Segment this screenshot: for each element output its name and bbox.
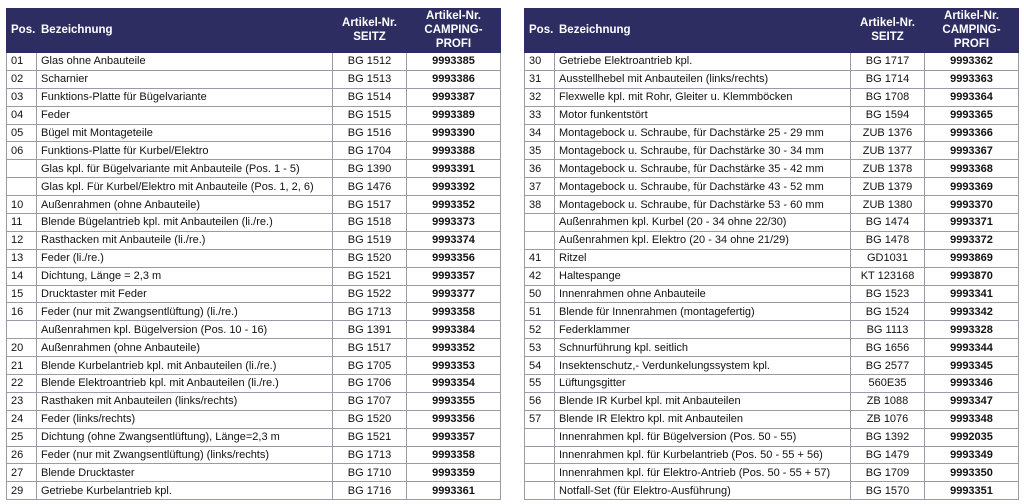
cell-pos [525,446,555,464]
cell-artikel-cp: 9993342 [925,303,1019,321]
table-row [7,267,501,285]
cell-artikel-cp: 9993341 [925,285,1019,303]
table-row [525,52,1019,70]
cell-bezeichnung: Ritzel [555,249,851,267]
cell-artikel-cp: 9993365 [925,106,1019,124]
cell-bezeichnung: Außenrahmen kpl. Kurbel (20 - 34 ohne 22/30) [555,214,851,232]
table-row [525,285,1019,303]
table-row [7,231,501,249]
cell-artikel-cp: 9993384 [407,321,501,339]
cell-pos: 15 [7,285,37,303]
cell-artikel-cp: 9993346 [925,375,1019,393]
cell-bezeichnung: Dichtung, Länge = 2,3 m [37,267,333,285]
cell-pos: 12 [7,231,37,249]
cell-bezeichnung: Ausstellhebel mit Anbauteilen (links/rechts) [555,70,851,88]
cell-artikel-seitz: BG 1513 [333,70,407,88]
cell-bezeichnung: Blende Kurbelantrieb kpl. mit Anbauteilen (li./re.) [37,357,333,375]
cell-bezeichnung: Montagebock u. Schraube, für Dachstärke 53 - 60 mm [555,196,851,214]
cell-artikel-cp: 9993355 [407,392,501,410]
cell-bezeichnung: Blende Elektroantrieb kpl. mit Anbauteilen (li./re.) [37,375,333,393]
cell-pos: 24 [7,410,37,428]
cell-artikel-seitz: BG 1517 [333,196,407,214]
cell-bezeichnung: Scharnier [37,70,333,88]
cell-artikel-seitz: BG 1713 [333,303,407,321]
cell-bezeichnung: Blende Bügelantrieb kpl. mit Anbauteilen (li./re.) [37,214,333,232]
cell-artikel-seitz: BG 1519 [333,231,407,249]
cell-pos: 52 [525,321,555,339]
cell-pos: 25 [7,428,37,446]
table-header-row [525,9,1019,53]
header-cp-line1: Artikel-Nr. [944,10,999,22]
cell-artikel-seitz: BG 1391 [333,321,407,339]
cell-bezeichnung: Feder (nur mit Zwangsentlüftung) (li./re.) [37,303,333,321]
cell-pos [525,464,555,482]
cell-bezeichnung: Schnurführung kpl. seitlich [555,339,851,357]
cell-artikel-cp: 9993356 [407,249,501,267]
table-row [525,88,1019,106]
cell-pos: 21 [7,357,37,375]
cell-artikel-cp: 9993869 [925,249,1019,267]
cell-bezeichnung: Blende IR Kurbel kpl. mit Anbauteilen [555,392,851,410]
cell-artikel-cp: 9993387 [407,88,501,106]
cell-artikel-seitz: BG 1594 [851,106,925,124]
table-row [7,392,501,410]
cell-artikel-seitz: ZUB 1377 [851,142,925,160]
cell-bezeichnung: Lüftungsgitter [555,375,851,393]
cell-artikel-cp: 9993345 [925,357,1019,375]
cell-bezeichnung: Getriebe Kurbelantrieb kpl. [37,482,333,500]
cell-pos: 37 [525,178,555,196]
header-cp-line1: Artikel-Nr. [426,10,481,22]
cell-artikel-seitz: BG 1520 [333,249,407,267]
cell-artikel-seitz: BG 1704 [333,142,407,160]
cell-pos: 23 [7,392,37,410]
table-row [525,482,1019,500]
cell-bezeichnung: Montagebock u. Schraube, für Dachstärke 43 - 52 mm [555,178,851,196]
cell-pos: 26 [7,446,37,464]
cell-artikel-seitz: ZUB 1380 [851,196,925,214]
cell-artikel-cp: 9993369 [925,178,1019,196]
cell-pos: 51 [525,303,555,321]
cell-pos: 10 [7,196,37,214]
parts-table-left [6,8,501,500]
cell-artikel-cp: 9993374 [407,231,501,249]
cell-pos: 56 [525,392,555,410]
cell-artikel-seitz: BG 1709 [851,464,925,482]
table-row [525,410,1019,428]
cell-artikel-cp: 9993385 [407,52,501,70]
cell-artikel-cp: 9993357 [407,428,501,446]
cell-pos [7,160,37,178]
cell-artikel-seitz: BG 1474 [851,214,925,232]
table-row [7,303,501,321]
cell-bezeichnung: Blende IR Elektro kpl. mit Anbauteilen [555,410,851,428]
cell-artikel-seitz: BG 1390 [333,160,407,178]
cell-pos: 31 [525,70,555,88]
cell-bezeichnung: Außenrahmen (ohne Anbauteile) [37,339,333,357]
table-row [7,375,501,393]
header-artikel-line2: SEITZ [871,31,904,43]
header-bezeichnung: Bezeichnung [555,9,851,53]
cell-bezeichnung: Motor funkentstört [555,106,851,124]
header-artikel-line1: Artikel-Nr. [860,17,915,29]
cell-artikel-seitz: BG 1476 [333,178,407,196]
cell-artikel-seitz: BG 1392 [851,428,925,446]
cell-pos: 50 [525,285,555,303]
cell-artikel-cp: 9993359 [407,464,501,482]
table-row [525,339,1019,357]
cell-artikel-cp: 9993366 [925,124,1019,142]
cell-bezeichnung: Innenrahmen kpl. für Elektro-Antrieb (Pos. 50 - 55 + 57) [555,464,851,482]
table-row [525,267,1019,285]
cell-artikel-cp: 9993373 [407,214,501,232]
table-row [7,214,501,232]
cell-artikel-seitz: BG 1518 [333,214,407,232]
cell-artikel-seitz: BG 1706 [333,375,407,393]
cell-pos [525,482,555,500]
cell-pos: 53 [525,339,555,357]
table-row [525,178,1019,196]
table-row [525,124,1019,142]
cell-artikel-seitz: KT 123168 [851,267,925,285]
cell-bezeichnung: Getriebe Elektroantrieb kpl. [555,52,851,70]
cell-artikel-cp: 9993362 [925,52,1019,70]
cell-pos: 35 [525,142,555,160]
header-cp-line2: CAMPING-PROFI [942,24,1001,50]
cell-artikel-cp: 9993392 [407,178,501,196]
cell-artikel-seitz: BG 1520 [333,410,407,428]
table-row [525,392,1019,410]
cell-artikel-seitz: BG 1708 [851,88,925,106]
cell-artikel-seitz: BG 1523 [851,285,925,303]
cell-artikel-seitz: BG 1656 [851,339,925,357]
cell-bezeichnung: Außenrahmen kpl. Elektro (20 - 34 ohne 21/29) [555,231,851,249]
cell-bezeichnung: Funktions-Platte für Bügelvariante [37,88,333,106]
table-row [7,285,501,303]
cell-artikel-seitz: BG 1522 [333,285,407,303]
cell-bezeichnung: Innenrahmen kpl. für Bügelversion (Pos. 50 - 55) [555,428,851,446]
cell-bezeichnung: Bügel mit Montageteile [37,124,333,142]
cell-artikel-seitz: BG 1707 [333,392,407,410]
header-artikel-line1: Artikel-Nr. [342,17,397,29]
cell-artikel-cp: 9993368 [925,160,1019,178]
table-row [525,303,1019,321]
table-row [7,249,501,267]
cell-artikel-cp: 9993391 [407,160,501,178]
table-row [7,178,501,196]
cell-pos: 14 [7,267,37,285]
cell-pos: 06 [7,142,37,160]
cell-artikel-cp: 9993358 [407,303,501,321]
cell-artikel-cp: 9993351 [925,482,1019,500]
cell-artikel-cp: 9993388 [407,142,501,160]
cell-bezeichnung: Funktions-Platte für Kurbel/Elektro [37,142,333,160]
cell-artikel-cp: 9993352 [407,339,501,357]
header-artikel-seitz [851,9,925,53]
cell-pos: 05 [7,124,37,142]
cell-pos: 41 [525,249,555,267]
cell-artikel-seitz: BG 1570 [851,482,925,500]
table-row [7,446,501,464]
cell-artikel-cp: 9993389 [407,106,501,124]
cell-bezeichnung: Dichtung (ohne Zwangsentlüftung), Länge=2,3 m [37,428,333,446]
table-row [7,52,501,70]
cell-pos: 36 [525,160,555,178]
header-artikel-line2: SEITZ [353,31,386,43]
table-row [525,160,1019,178]
table-row [525,142,1019,160]
cell-artikel-cp: 9993370 [925,196,1019,214]
cell-pos: 16 [7,303,37,321]
cell-bezeichnung: Blende für Innenrahmen (montagefertig) [555,303,851,321]
cell-artikel-cp: 9993350 [925,464,1019,482]
cell-pos [525,231,555,249]
cell-pos [7,178,37,196]
cell-bezeichnung: Montagebock u. Schraube, für Dachstärke 35 - 42 mm [555,160,851,178]
cell-artikel-seitz: 560E35 [851,375,925,393]
table-row [7,88,501,106]
table-row [525,231,1019,249]
cell-bezeichnung: Rasthaken mit Anbauteilen (links/rechts) [37,392,333,410]
header-pos: Pos. [525,9,555,53]
cell-artikel-seitz: ZB 1076 [851,410,925,428]
cell-artikel-seitz: BG 1516 [333,124,407,142]
cell-artikel-seitz: BG 1515 [333,106,407,124]
cell-pos: 33 [525,106,555,124]
cell-pos: 27 [7,464,37,482]
cell-bezeichnung: Insektenschutz,- Verdunkelungssystem kpl. [555,357,851,375]
cell-artikel-cp: 9993363 [925,70,1019,88]
cell-pos: 04 [7,106,37,124]
cell-bezeichnung: Montagebock u. Schraube, für Dachstärke 25 - 29 mm [555,124,851,142]
cell-artikel-seitz: GD1031 [851,249,925,267]
cell-artikel-seitz: BG 1705 [333,357,407,375]
cell-artikel-seitz: BG 1514 [333,88,407,106]
cell-artikel-cp: 9993348 [925,410,1019,428]
table-row [7,196,501,214]
header-artikel-cp [925,9,1019,53]
cell-bezeichnung: Innenrahmen kpl. für Kurbelantrieb (Pos. 50 - 55 + 56) [555,446,851,464]
header-pos: Pos. [7,9,37,53]
table-row [7,410,501,428]
table-header-row [7,9,501,53]
cell-artikel-cp: 9993328 [925,321,1019,339]
cell-artikel-cp: 9993367 [925,142,1019,160]
cell-artikel-cp: 9993364 [925,88,1019,106]
cell-bezeichnung: Glas kpl. Für Kurbel/Elektro mit Anbauteile (Pos. 1, 2, 6) [37,178,333,196]
cell-bezeichnung: Feder [37,106,333,124]
cell-pos: 57 [525,410,555,428]
cell-pos: 38 [525,196,555,214]
table-row [7,464,501,482]
cell-bezeichnung: Flexwelle kpl. mit Rohr, Gleiter u. Klemmböcken [555,88,851,106]
cell-artikel-cp: 9993344 [925,339,1019,357]
cell-artikel-seitz: BG 1521 [333,428,407,446]
cell-artikel-seitz: ZUB 1379 [851,178,925,196]
cell-pos: 13 [7,249,37,267]
cell-bezeichnung: Glas kpl. für Bügelvariante mit Anbauteile (Pos. 1 - 5) [37,160,333,178]
cell-artikel-seitz: ZUB 1376 [851,124,925,142]
parts-table-right [524,8,1019,500]
cell-artikel-cp: 9993352 [407,196,501,214]
table-row [525,446,1019,464]
cell-bezeichnung: Montagebock u. Schraube, für Dachstärke 30 - 34 mm [555,142,851,160]
cell-artikel-cp: 9993347 [925,392,1019,410]
cell-artikel-seitz: ZB 1088 [851,392,925,410]
cell-artikel-seitz: BG 1479 [851,446,925,464]
cell-bezeichnung: Außenrahmen kpl. Bügelversion (Pos. 10 - 16) [37,321,333,339]
table-row [525,321,1019,339]
cell-artikel-cp: 9993357 [407,267,501,285]
cell-artikel-cp: 9993353 [407,357,501,375]
cell-pos: 01 [7,52,37,70]
cell-artikel-seitz: BG 1710 [333,464,407,482]
cell-artikel-seitz: BG 1713 [333,446,407,464]
cell-artikel-cp: 9993390 [407,124,501,142]
cell-artikel-seitz: BG 1512 [333,52,407,70]
cell-bezeichnung: Federklammer [555,321,851,339]
table-row [525,428,1019,446]
table-row [525,375,1019,393]
cell-pos: 29 [7,482,37,500]
table-row [7,428,501,446]
cell-pos: 11 [7,214,37,232]
cell-pos: 22 [7,375,37,393]
cell-pos: 02 [7,70,37,88]
table-row [7,124,501,142]
cell-artikel-cp: 9992035 [925,428,1019,446]
header-artikel-seitz [333,9,407,53]
cell-bezeichnung: Feder (links/rechts) [37,410,333,428]
cell-artikel-cp: 9993356 [407,410,501,428]
cell-bezeichnung: Feder (li./re.) [37,249,333,267]
cell-bezeichnung: Innenrahmen ohne Anbauteile [555,285,851,303]
table-row [525,464,1019,482]
cell-pos [7,321,37,339]
cell-artikel-cp: 9993371 [925,214,1019,232]
cell-artikel-seitz: ZUB 1378 [851,160,925,178]
cell-artikel-seitz: BG 1714 [851,70,925,88]
cell-pos: 03 [7,88,37,106]
cell-artikel-seitz: BG 1521 [333,267,407,285]
cell-artikel-seitz: BG 1524 [851,303,925,321]
table-row [525,249,1019,267]
cell-artikel-cp: 9993372 [925,231,1019,249]
table-row [7,142,501,160]
cell-artikel-cp: 9993386 [407,70,501,88]
cell-pos [525,214,555,232]
cell-pos: 42 [525,267,555,285]
table-row [7,106,501,124]
cell-pos: 32 [525,88,555,106]
cell-bezeichnung: Rasthacken mit Anbauteile (li./re.) [37,231,333,249]
cell-artikel-seitz: BG 1517 [333,339,407,357]
header-bezeichnung: Bezeichnung [37,9,333,53]
table-row [7,357,501,375]
cell-artikel-seitz: BG 1478 [851,231,925,249]
table-row [525,106,1019,124]
cell-bezeichnung: Außenrahmen (ohne Anbauteile) [37,196,333,214]
table-row [7,482,501,500]
cell-artikel-seitz: BG 1716 [333,482,407,500]
cell-artikel-cp: 9993361 [407,482,501,500]
cell-pos: 30 [525,52,555,70]
table-row [525,196,1019,214]
cell-artikel-cp: 9993349 [925,446,1019,464]
cell-bezeichnung: Feder (nur mit Zwangsentlüftung) (links/rechts) [37,446,333,464]
cell-artikel-seitz: BG 2577 [851,357,925,375]
cell-pos: 34 [525,124,555,142]
table-row [525,357,1019,375]
cell-artikel-cp: 9993354 [407,375,501,393]
table-row [7,70,501,88]
cell-pos: 55 [525,375,555,393]
table-row [7,160,501,178]
table-row [7,321,501,339]
table-row [525,214,1019,232]
cell-bezeichnung: Glas ohne Anbauteile [37,52,333,70]
cell-bezeichnung: Drucktaster mit Feder [37,285,333,303]
cell-pos: 20 [7,339,37,357]
cell-pos [525,428,555,446]
cell-artikel-cp: 9993358 [407,446,501,464]
cell-artikel-cp: 9993870 [925,267,1019,285]
cell-artikel-cp: 9993377 [407,285,501,303]
table-row [7,339,501,357]
header-artikel-cp [407,9,501,53]
table-row [525,70,1019,88]
cell-bezeichnung: Notfall-Set (für Elektro-Ausführung) [555,482,851,500]
header-cp-line2: CAMPING-PROFI [424,24,483,50]
cell-bezeichnung: Haltespange [555,267,851,285]
cell-artikel-seitz: BG 1717 [851,52,925,70]
cell-bezeichnung: Blende Drucktaster [37,464,333,482]
cell-pos: 54 [525,357,555,375]
cell-artikel-seitz: BG 1113 [851,321,925,339]
